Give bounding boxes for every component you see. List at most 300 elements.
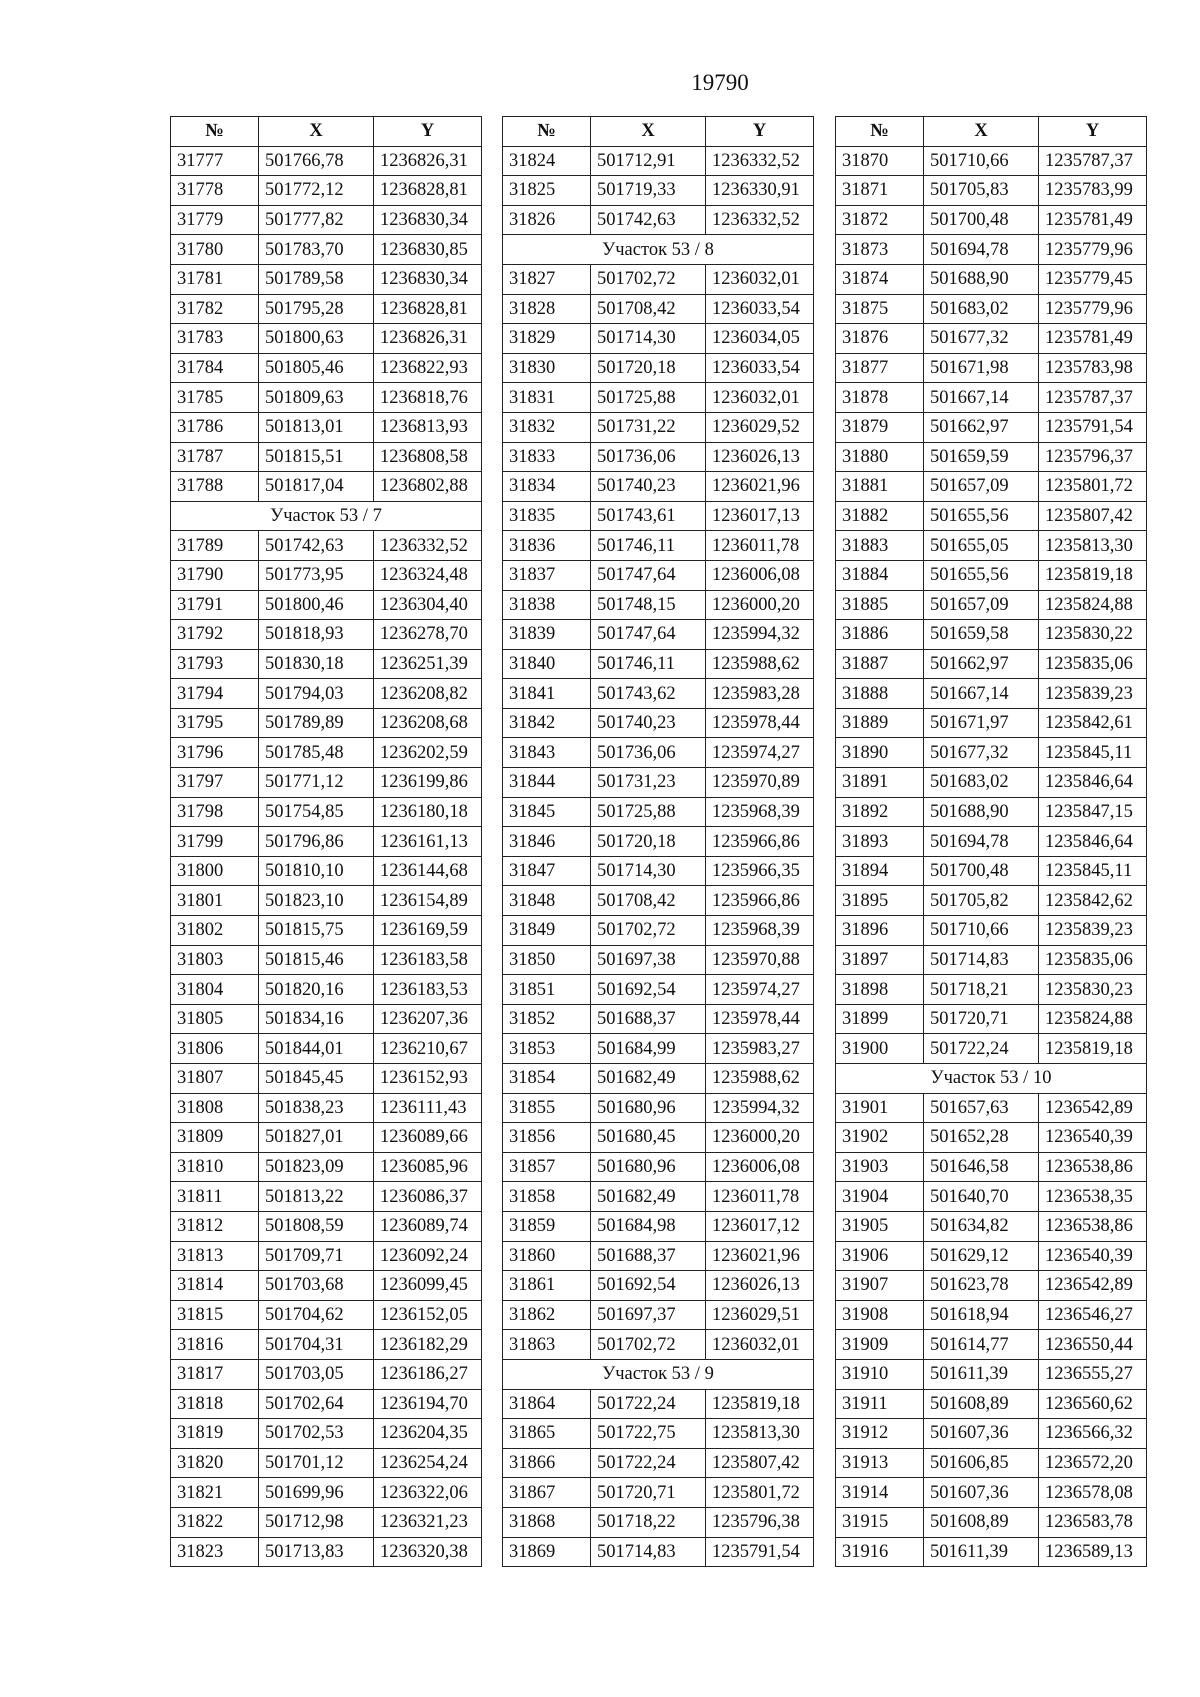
y-coordinate-cell: 1236578,08 <box>1039 1478 1147 1508</box>
table-row <box>836 235 1147 265</box>
point-number-cell: 31829 <box>503 324 591 354</box>
table-row <box>836 1300 1147 1330</box>
point-number-cell: 31814 <box>171 1271 259 1301</box>
y-coordinate-cell: 1235974,27 <box>706 738 814 768</box>
table-row <box>836 324 1147 354</box>
y-coordinate-cell: 1236555,27 <box>1039 1359 1147 1389</box>
table-row <box>171 531 482 561</box>
x-coordinate-cell: 501657,09 <box>924 472 1039 502</box>
point-number-cell: 31799 <box>171 827 259 857</box>
x-coordinate-cell: 501684,98 <box>591 1211 706 1241</box>
x-coordinate-cell: 501777,82 <box>259 205 374 235</box>
x-coordinate-cell: 501606,85 <box>924 1448 1039 1478</box>
x-coordinate-cell: 501845,45 <box>259 1064 374 1094</box>
point-number-cell: 31865 <box>503 1419 591 1449</box>
table-row <box>171 1419 482 1449</box>
point-number-cell: 31802 <box>171 916 259 946</box>
table-row <box>836 442 1147 472</box>
point-number-cell: 31796 <box>171 738 259 768</box>
y-coordinate-cell: 1236583,78 <box>1039 1507 1147 1537</box>
point-number-cell: 31847 <box>503 856 591 886</box>
table-row <box>171 1537 482 1567</box>
point-number-cell: 31888 <box>836 679 924 709</box>
point-number-cell: 31898 <box>836 975 924 1005</box>
table-row <box>836 945 1147 975</box>
y-coordinate-cell: 1235830,23 <box>1039 975 1147 1005</box>
y-coordinate-cell: 1236830,85 <box>374 235 482 265</box>
x-coordinate-cell: 501815,75 <box>259 916 374 946</box>
x-coordinate-cell: 501657,09 <box>924 590 1039 620</box>
y-coordinate-cell: 1236540,39 <box>1039 1241 1147 1271</box>
x-coordinate-cell: 501611,39 <box>924 1359 1039 1389</box>
x-coordinate-cell: 501720,18 <box>591 353 706 383</box>
y-coordinate-cell: 1236572,20 <box>1039 1448 1147 1478</box>
x-coordinate-cell: 501697,38 <box>591 945 706 975</box>
point-number-cell: 31853 <box>503 1034 591 1064</box>
point-number-cell: 31889 <box>836 708 924 738</box>
y-coordinate-cell: 1236304,40 <box>374 590 482 620</box>
x-coordinate-cell: 501722,24 <box>924 1034 1039 1064</box>
table-row <box>171 235 482 265</box>
y-coordinate-cell: 1236208,68 <box>374 708 482 738</box>
x-coordinate-cell: 501731,23 <box>591 768 706 798</box>
y-coordinate-cell: 1235830,22 <box>1039 620 1147 650</box>
point-number-cell: 31873 <box>836 235 924 265</box>
point-number-cell: 31779 <box>171 205 259 235</box>
x-coordinate-cell: 501697,37 <box>591 1300 706 1330</box>
table-row <box>836 1093 1147 1123</box>
point-number-cell: 31843 <box>503 738 591 768</box>
y-coordinate-cell: 1236808,58 <box>374 442 482 472</box>
point-number-cell: 31870 <box>836 146 924 176</box>
x-coordinate-cell: 501657,63 <box>924 1093 1039 1123</box>
x-coordinate-cell: 501823,10 <box>259 886 374 916</box>
point-number-cell: 31840 <box>503 649 591 679</box>
y-coordinate-cell: 1236099,45 <box>374 1271 482 1301</box>
header-number: № <box>836 117 924 147</box>
y-coordinate-cell: 1236550,44 <box>1039 1330 1147 1360</box>
header-x: X <box>591 117 706 147</box>
point-number-cell: 31868 <box>503 1507 591 1537</box>
point-number-cell: 31819 <box>171 1419 259 1449</box>
x-coordinate-cell: 501712,98 <box>259 1507 374 1537</box>
point-number-cell: 31830 <box>503 353 591 383</box>
table-row <box>836 383 1147 413</box>
table-row <box>503 1271 814 1301</box>
header-y: Y <box>706 117 814 147</box>
point-number-cell: 31864 <box>503 1389 591 1419</box>
x-coordinate-cell: 501810,10 <box>259 856 374 886</box>
point-number-cell: 31854 <box>503 1064 591 1094</box>
y-coordinate-cell: 1236208,82 <box>374 679 482 709</box>
table-row <box>171 324 482 354</box>
point-number-cell: 31798 <box>171 797 259 827</box>
table-row <box>171 827 482 857</box>
y-coordinate-cell: 1236830,34 <box>374 264 482 294</box>
table-row <box>836 916 1147 946</box>
point-number-cell: 31815 <box>171 1300 259 1330</box>
point-number-cell: 31916 <box>836 1537 924 1567</box>
table-row <box>836 146 1147 176</box>
point-number-cell: 31901 <box>836 1093 924 1123</box>
y-coordinate-cell: 1236017,12 <box>706 1211 814 1241</box>
table-row <box>836 1241 1147 1271</box>
x-coordinate-cell: 501746,11 <box>591 649 706 679</box>
point-number-cell: 31842 <box>503 708 591 738</box>
y-coordinate-cell: 1236000,20 <box>706 1123 814 1153</box>
y-coordinate-cell: 1235974,27 <box>706 975 814 1005</box>
point-number-cell: 31846 <box>503 827 591 857</box>
point-number-cell: 31859 <box>503 1211 591 1241</box>
point-number-cell: 31885 <box>836 590 924 620</box>
point-number-cell: 31812 <box>171 1211 259 1241</box>
x-coordinate-cell: 501705,83 <box>924 176 1039 206</box>
table-row <box>503 620 814 650</box>
table-row <box>503 1152 814 1182</box>
table-row <box>503 590 814 620</box>
y-coordinate-cell: 1236011,78 <box>706 1182 814 1212</box>
x-coordinate-cell: 501813,01 <box>259 412 374 442</box>
x-coordinate-cell: 501718,21 <box>924 975 1039 1005</box>
table-row <box>171 1241 482 1271</box>
y-coordinate-cell: 1235783,98 <box>1039 353 1147 383</box>
y-coordinate-cell: 1236152,93 <box>374 1064 482 1094</box>
y-coordinate-cell: 1235787,37 <box>1039 146 1147 176</box>
y-coordinate-cell: 1236085,96 <box>374 1152 482 1182</box>
point-number-cell: 31831 <box>503 383 591 413</box>
point-number-cell: 31816 <box>171 1330 259 1360</box>
table-row <box>836 738 1147 768</box>
point-number-cell: 31782 <box>171 294 259 324</box>
y-coordinate-cell: 1236828,81 <box>374 294 482 324</box>
table-row <box>503 1537 814 1567</box>
point-number-cell: 31792 <box>171 620 259 650</box>
point-number-cell: 31826 <box>503 205 591 235</box>
table-row <box>503 768 814 798</box>
table-row <box>171 1507 482 1537</box>
table-row <box>836 590 1147 620</box>
point-number-cell: 31893 <box>836 827 924 857</box>
point-number-cell: 31857 <box>503 1152 591 1182</box>
x-coordinate-cell: 501815,46 <box>259 945 374 975</box>
table-row <box>503 1300 814 1330</box>
x-coordinate-cell: 501640,70 <box>924 1182 1039 1212</box>
x-coordinate-cell: 501659,58 <box>924 620 1039 650</box>
point-number-cell: 31841 <box>503 679 591 709</box>
y-coordinate-cell: 1235807,42 <box>1039 501 1147 531</box>
table-row <box>836 472 1147 502</box>
y-coordinate-cell: 1236144,68 <box>374 856 482 886</box>
table-row <box>503 294 814 324</box>
x-coordinate-cell: 501618,94 <box>924 1300 1039 1330</box>
point-number-cell: 31791 <box>171 590 259 620</box>
y-coordinate-cell: 1236332,52 <box>374 531 482 561</box>
table-row <box>503 886 814 916</box>
table-row <box>503 945 814 975</box>
table-row <box>171 975 482 1005</box>
y-coordinate-cell: 1235791,54 <box>706 1537 814 1567</box>
table-row <box>836 531 1147 561</box>
x-coordinate-cell: 501667,14 <box>924 383 1039 413</box>
point-number-cell: 31808 <box>171 1093 259 1123</box>
y-coordinate-cell: 1236330,91 <box>706 176 814 206</box>
x-coordinate-cell: 501699,96 <box>259 1478 374 1508</box>
table-row <box>503 442 814 472</box>
table-row <box>836 1271 1147 1301</box>
x-coordinate-cell: 501722,24 <box>591 1389 706 1419</box>
y-coordinate-cell: 1235847,15 <box>1039 797 1147 827</box>
table-row <box>171 294 482 324</box>
x-coordinate-cell: 501694,78 <box>924 235 1039 265</box>
y-coordinate-cell: 1236032,01 <box>706 264 814 294</box>
y-coordinate-cell: 1236021,96 <box>706 1241 814 1271</box>
x-coordinate-cell: 501702,64 <box>259 1389 374 1419</box>
x-coordinate-cell: 501714,83 <box>591 1537 706 1567</box>
y-coordinate-cell: 1236089,66 <box>374 1123 482 1153</box>
x-coordinate-cell: 501815,51 <box>259 442 374 472</box>
y-coordinate-cell: 1235796,38 <box>706 1507 814 1537</box>
point-number-cell: 31793 <box>171 649 259 679</box>
x-coordinate-cell: 501795,28 <box>259 294 374 324</box>
point-number-cell: 31891 <box>836 768 924 798</box>
y-coordinate-cell: 1235835,06 <box>1039 945 1147 975</box>
y-coordinate-cell: 1236254,24 <box>374 1448 482 1478</box>
header-x: X <box>924 117 1039 147</box>
table-row <box>503 738 814 768</box>
x-coordinate-cell: 501830,18 <box>259 649 374 679</box>
y-coordinate-cell: 1236828,81 <box>374 176 482 206</box>
point-number-cell: 31911 <box>836 1389 924 1419</box>
point-number-cell: 31833 <box>503 442 591 472</box>
x-coordinate-cell: 501667,14 <box>924 679 1039 709</box>
x-coordinate-cell: 501773,95 <box>259 560 374 590</box>
table-row <box>836 886 1147 916</box>
table-row <box>503 1004 814 1034</box>
y-coordinate-cell: 1235846,64 <box>1039 827 1147 857</box>
y-coordinate-cell: 1236542,89 <box>1039 1093 1147 1123</box>
table-row <box>503 827 814 857</box>
point-number-cell: 31872 <box>836 205 924 235</box>
point-number-cell: 31835 <box>503 501 591 531</box>
section-title: Участок 53 / 7 <box>171 501 482 531</box>
point-number-cell: 31912 <box>836 1419 924 1449</box>
x-coordinate-cell: 501794,03 <box>259 679 374 709</box>
table-row <box>171 205 482 235</box>
table-row <box>836 294 1147 324</box>
section-row <box>836 1064 1147 1094</box>
table-row <box>503 501 814 531</box>
x-coordinate-cell: 501634,82 <box>924 1211 1039 1241</box>
point-number-cell: 31787 <box>171 442 259 472</box>
y-coordinate-cell: 1236210,67 <box>374 1034 482 1064</box>
point-number-cell: 31914 <box>836 1478 924 1508</box>
table-row <box>171 1034 482 1064</box>
point-number-cell: 31871 <box>836 176 924 206</box>
x-coordinate-cell: 501746,11 <box>591 531 706 561</box>
y-coordinate-cell: 1236154,89 <box>374 886 482 916</box>
x-coordinate-cell: 501655,56 <box>924 560 1039 590</box>
y-coordinate-cell: 1236006,08 <box>706 560 814 590</box>
x-coordinate-cell: 501719,33 <box>591 176 706 206</box>
y-coordinate-cell: 1236033,54 <box>706 294 814 324</box>
point-number-cell: 31832 <box>503 412 591 442</box>
section-row <box>503 1359 814 1389</box>
x-coordinate-cell: 501742,63 <box>259 531 374 561</box>
x-coordinate-cell: 501813,22 <box>259 1182 374 1212</box>
x-coordinate-cell: 501844,01 <box>259 1034 374 1064</box>
table-row <box>503 1064 814 1094</box>
table-row <box>836 176 1147 206</box>
x-coordinate-cell: 501743,62 <box>591 679 706 709</box>
page-number: 19790 <box>691 70 749 95</box>
point-number-cell: 31897 <box>836 945 924 975</box>
table-row <box>836 1537 1147 1567</box>
y-coordinate-cell: 1235779,96 <box>1039 235 1147 265</box>
table-row <box>836 649 1147 679</box>
point-number-cell: 31803 <box>171 945 259 975</box>
table-row <box>503 1182 814 1212</box>
x-coordinate-cell: 501800,46 <box>259 590 374 620</box>
x-coordinate-cell: 501682,49 <box>591 1064 706 1094</box>
x-coordinate-cell: 501701,12 <box>259 1448 374 1478</box>
coordinates-table-1 <box>170 116 482 1567</box>
y-coordinate-cell: 1235824,88 <box>1039 590 1147 620</box>
point-number-cell: 31863 <box>503 1330 591 1360</box>
y-coordinate-cell: 1236111,43 <box>374 1093 482 1123</box>
point-number-cell: 31836 <box>503 531 591 561</box>
x-coordinate-cell: 501823,09 <box>259 1152 374 1182</box>
table-row <box>171 1389 482 1419</box>
x-coordinate-cell: 501783,70 <box>259 235 374 265</box>
table-row <box>836 501 1147 531</box>
table-row <box>171 590 482 620</box>
x-coordinate-cell: 501710,66 <box>924 146 1039 176</box>
y-coordinate-cell: 1236813,93 <box>374 412 482 442</box>
x-coordinate-cell: 501708,42 <box>591 294 706 324</box>
x-coordinate-cell: 501820,16 <box>259 975 374 1005</box>
x-coordinate-cell: 501720,18 <box>591 827 706 857</box>
table-row <box>171 1271 482 1301</box>
y-coordinate-cell: 1235796,37 <box>1039 442 1147 472</box>
y-coordinate-cell: 1236324,48 <box>374 560 482 590</box>
x-coordinate-cell: 501736,06 <box>591 442 706 472</box>
table-row <box>171 472 482 502</box>
y-coordinate-cell: 1236321,23 <box>374 1507 482 1537</box>
y-coordinate-cell: 1235801,72 <box>1039 472 1147 502</box>
x-coordinate-cell: 501748,15 <box>591 590 706 620</box>
y-coordinate-cell: 1235819,18 <box>1039 560 1147 590</box>
y-coordinate-cell: 1236032,01 <box>706 1330 814 1360</box>
table-row <box>171 1004 482 1034</box>
point-number-cell: 31783 <box>171 324 259 354</box>
y-coordinate-cell: 1235781,49 <box>1039 324 1147 354</box>
y-coordinate-cell: 1236560,62 <box>1039 1389 1147 1419</box>
point-number-cell: 31789 <box>171 531 259 561</box>
point-number-cell: 31895 <box>836 886 924 916</box>
x-coordinate-cell: 501662,97 <box>924 649 1039 679</box>
point-number-cell: 31856 <box>503 1123 591 1153</box>
y-coordinate-cell: 1236029,51 <box>706 1300 814 1330</box>
table-row <box>171 738 482 768</box>
x-coordinate-cell: 501680,45 <box>591 1123 706 1153</box>
x-coordinate-cell: 501720,71 <box>591 1478 706 1508</box>
point-number-cell: 31780 <box>171 235 259 265</box>
table-row <box>171 886 482 916</box>
x-coordinate-cell: 501680,96 <box>591 1093 706 1123</box>
x-coordinate-cell: 501652,28 <box>924 1123 1039 1153</box>
y-coordinate-cell: 1235801,72 <box>706 1478 814 1508</box>
point-number-cell: 31881 <box>836 472 924 502</box>
point-number-cell: 31822 <box>171 1507 259 1537</box>
x-coordinate-cell: 501608,89 <box>924 1507 1039 1537</box>
point-number-cell: 31875 <box>836 294 924 324</box>
x-coordinate-cell: 501725,88 <box>591 383 706 413</box>
point-number-cell: 31837 <box>503 560 591 590</box>
table-row <box>503 975 814 1005</box>
y-coordinate-cell: 1236182,29 <box>374 1330 482 1360</box>
x-coordinate-cell: 501772,12 <box>259 176 374 206</box>
section-title: Участок 53 / 9 <box>503 1359 814 1389</box>
table-row <box>171 797 482 827</box>
header-number: № <box>171 117 259 147</box>
x-coordinate-cell: 501704,62 <box>259 1300 374 1330</box>
table-row <box>171 945 482 975</box>
x-coordinate-cell: 501680,96 <box>591 1152 706 1182</box>
x-coordinate-cell: 501611,39 <box>924 1537 1039 1567</box>
point-number-cell: 31817 <box>171 1359 259 1389</box>
y-coordinate-cell: 1235819,18 <box>1039 1034 1147 1064</box>
y-coordinate-cell: 1236034,05 <box>706 324 814 354</box>
x-coordinate-cell: 501754,85 <box>259 797 374 827</box>
y-coordinate-cell: 1235787,37 <box>1039 383 1147 413</box>
table-row <box>171 679 482 709</box>
table-row <box>171 1064 482 1094</box>
table-row <box>503 146 814 176</box>
x-coordinate-cell: 501702,72 <box>591 916 706 946</box>
y-coordinate-cell: 1235835,06 <box>1039 649 1147 679</box>
table-row <box>503 472 814 502</box>
point-number-cell: 31811 <box>171 1182 259 1212</box>
table-row <box>503 649 814 679</box>
y-coordinate-cell: 1235839,23 <box>1039 679 1147 709</box>
y-coordinate-cell: 1236826,31 <box>374 324 482 354</box>
y-coordinate-cell: 1236006,08 <box>706 1152 814 1182</box>
table-row <box>503 383 814 413</box>
point-number-cell: 31904 <box>836 1182 924 1212</box>
header-x: X <box>259 117 374 147</box>
x-coordinate-cell: 501725,88 <box>591 797 706 827</box>
table-row <box>171 146 482 176</box>
table-row <box>836 768 1147 798</box>
point-number-cell: 31909 <box>836 1330 924 1360</box>
point-number-cell: 31813 <box>171 1241 259 1271</box>
point-number-cell: 31825 <box>503 176 591 206</box>
y-coordinate-cell: 1235824,88 <box>1039 1004 1147 1034</box>
point-number-cell: 31906 <box>836 1241 924 1271</box>
table-row <box>171 1448 482 1478</box>
table-row <box>503 412 814 442</box>
x-coordinate-cell: 501700,48 <box>924 856 1039 886</box>
x-coordinate-cell: 501705,82 <box>924 886 1039 916</box>
y-coordinate-cell: 1235988,62 <box>706 1064 814 1094</box>
y-coordinate-cell: 1236033,54 <box>706 353 814 383</box>
y-coordinate-cell: 1236161,13 <box>374 827 482 857</box>
y-coordinate-cell: 1236183,53 <box>374 975 482 1005</box>
point-number-cell: 31804 <box>171 975 259 1005</box>
x-coordinate-cell: 501747,64 <box>591 620 706 650</box>
table-row <box>503 324 814 354</box>
table-row <box>503 679 814 709</box>
